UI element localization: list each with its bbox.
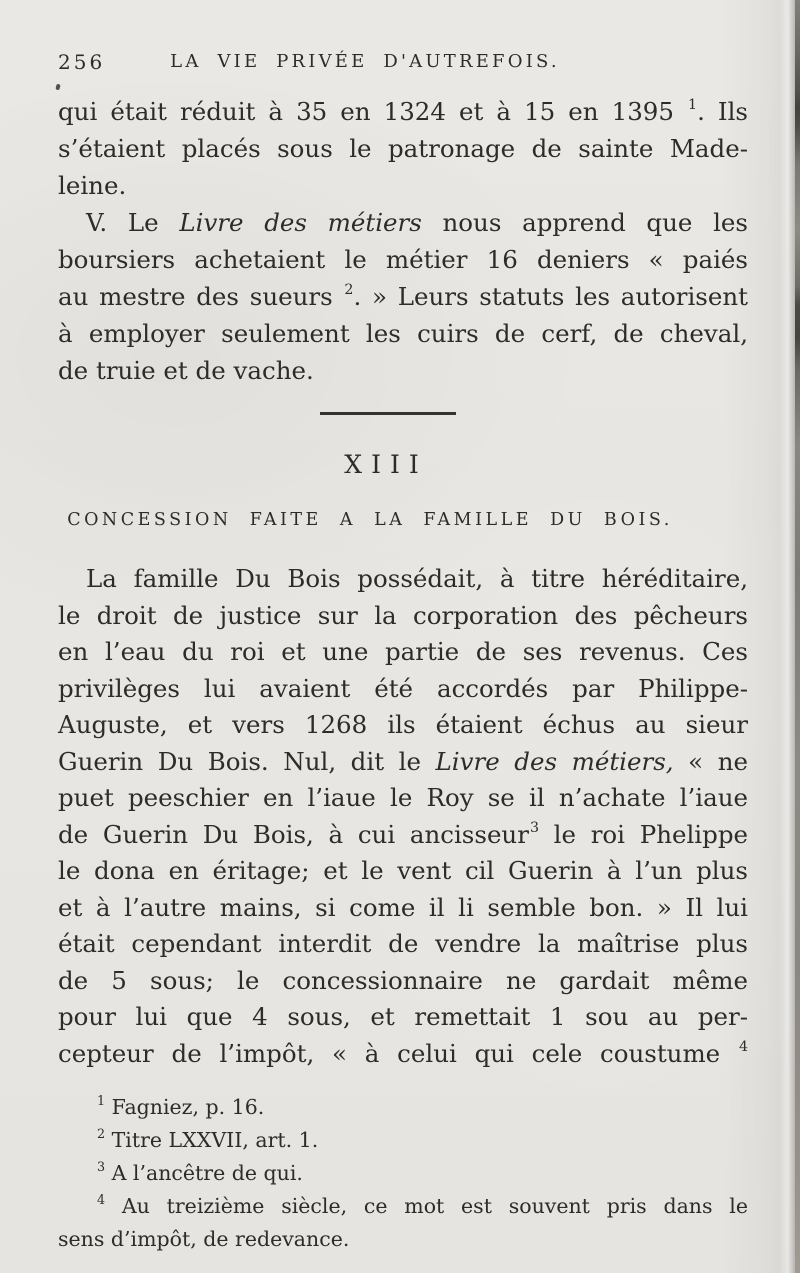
footnotes-block	[58, 1091, 748, 1256]
text-segment: et à l’autre mains, si come il li semble bon. » Il lui	[58, 892, 748, 922]
footnote-marker: 4	[738, 1038, 748, 1055]
footnote-marker: 2	[97, 1125, 106, 1141]
text-line	[58, 204, 748, 241]
text-segment: boursiers achetaient le métier 16 deniers « paiés	[58, 245, 748, 274]
text-segment: Guerin Du Bois. Nul, dit le	[58, 746, 436, 776]
text-line	[58, 671, 748, 708]
text-line	[58, 130, 748, 167]
text-line	[58, 278, 748, 315]
text-line	[58, 999, 748, 1036]
text-line	[58, 561, 748, 598]
text-segment: de Guerin Du Bois, à cui ancisseur	[58, 819, 529, 849]
footnote-marker: 4	[97, 1191, 106, 1207]
text-line	[58, 744, 748, 781]
footnote-marker: 2	[344, 282, 354, 299]
text-segment: en l’eau du roi et une partie de ses revenus. Ces	[58, 637, 748, 666]
text-segment: « ne	[673, 746, 748, 776]
text-line	[58, 926, 748, 963]
text-line	[58, 1036, 748, 1073]
text-line	[58, 780, 748, 817]
text-segment: V. Le	[86, 208, 180, 237]
text-segment: s’étaient placés sous le patronage de sainte Made-	[58, 134, 748, 163]
running-header	[58, 50, 748, 78]
text-segment: nous apprend que les	[421, 208, 748, 237]
text-line	[58, 853, 748, 890]
ink-speck	[55, 84, 60, 91]
text-segment: La famille Du Bois possédait, à titre héréditaire,	[86, 564, 748, 593]
text-line	[58, 1190, 748, 1223]
text-line	[58, 1091, 748, 1124]
italic-text: Livre des métiers	[179, 208, 422, 237]
text-line	[58, 93, 748, 130]
text-line	[58, 890, 748, 927]
text-segment: au mestre des sueurs	[58, 282, 344, 311]
footnote-marker: 1	[688, 97, 698, 114]
text-line	[58, 315, 748, 352]
footnote-marker: 3	[97, 1158, 106, 1174]
chapter-title: CONCESSION FAITE A LA FAMILLE DU BOIS.	[67, 510, 673, 530]
text-segment: A l’ancêtre de qui.	[105, 1161, 303, 1185]
text-line	[58, 352, 748, 389]
text-segment: Au treizième siècle, ce mot est souvent pris dans le	[105, 1194, 748, 1218]
italic-text: Livre des métiers,	[435, 746, 674, 776]
page-edge-highlight	[779, 0, 795, 1273]
text-segment: de truie et de vache.	[58, 356, 314, 385]
paragraph-main	[58, 561, 748, 1072]
paragraph-continuation	[58, 93, 748, 204]
text-line	[58, 167, 748, 204]
text-segment: sens d’impôt, de redevance.	[58, 1227, 350, 1251]
text-segment: Fagniez, p. 16.	[105, 1095, 265, 1119]
text-segment: puet peeschier en l’iaue le Roy se il n’achate l’iaue	[58, 783, 748, 812]
page-number: 256	[58, 50, 106, 74]
text-segment: cepteur de l’impôt, « à celui qui cele coustume	[58, 1038, 738, 1068]
text-line	[58, 1124, 748, 1157]
text-segment: . » Leurs statuts les autorisent	[353, 282, 748, 311]
text-segment: à employer seulement les cuirs de cerf, de cheval,	[58, 319, 748, 348]
chapter-numeral: XIII	[344, 450, 428, 479]
text-line	[58, 1223, 748, 1256]
text-segment: Titre LXXVII, art. 1.	[105, 1128, 319, 1152]
text-line	[58, 817, 748, 854]
text-line	[58, 707, 748, 744]
text-segment: privilèges lui avaient été accordés par Philippe-	[58, 673, 748, 703]
text-segment: de 5 sous; le concessionnaire ne gardait même	[58, 965, 748, 995]
text-line	[58, 598, 748, 635]
text-segment: le droit de justice sur la corporation des pêcheurs	[58, 600, 748, 630]
text-line	[58, 963, 748, 1000]
text-line	[58, 241, 748, 278]
text-segment: Auguste, et vers 1268 ils étaient échus au sieur	[58, 710, 748, 739]
text-segment: était cependant interdit de vendre la maîtrise plus	[58, 929, 748, 958]
text-segment: qui était réduit à 35 en 1324 et à 15 en 1395	[58, 97, 688, 126]
text-line	[58, 634, 748, 671]
text-segment: . Ils	[697, 97, 749, 126]
page-edge-shadow	[795, 0, 800, 1273]
text-segment: pour lui que 4 sous, et remettait 1 sou au per-	[58, 1002, 748, 1031]
text-segment: le roi Phelippe	[538, 819, 749, 849]
text-segment: le dona en éritage; et le vent cil Guerin à l’un plus	[58, 856, 748, 885]
text-segment: leine.	[58, 171, 127, 200]
running-title: LA VIE PRIVÉE D'AUTREFOIS.	[170, 51, 560, 72]
section-divider-rule	[320, 412, 456, 415]
paragraph-livre-des-metiers	[58, 204, 748, 389]
text-line	[58, 1157, 748, 1190]
footnote-marker: 1	[97, 1092, 106, 1108]
footnote-marker: 3	[529, 819, 539, 836]
